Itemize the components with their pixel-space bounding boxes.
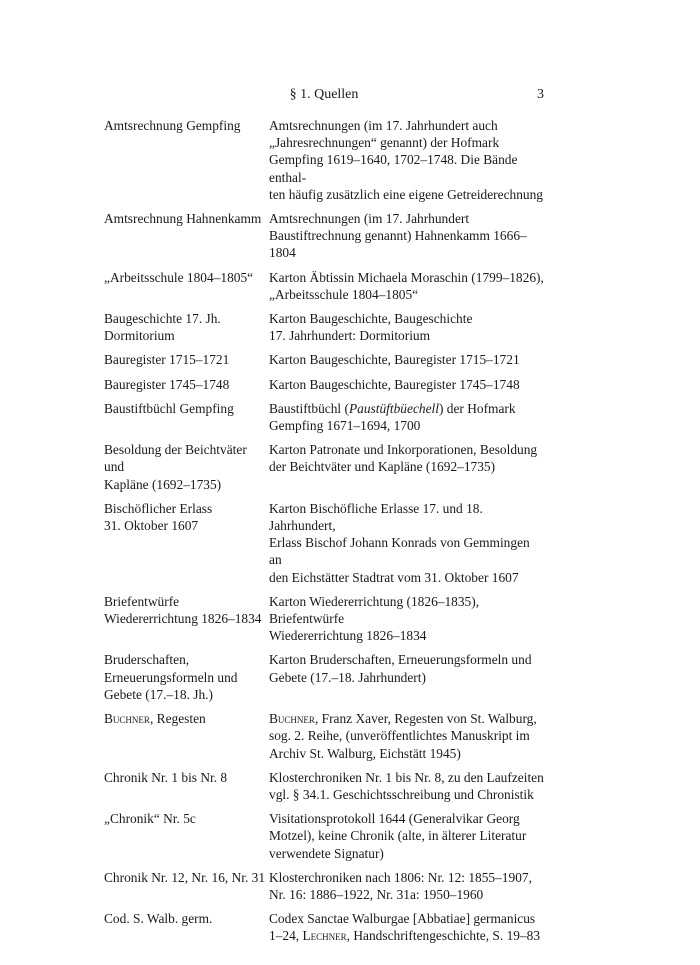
entry-description: Karton Äbtissin Michaela Moraschin (1799–1826), „Arbeitsschule 1804–1805“ [269, 269, 544, 302]
entry-description: Karton Bischöfliche Erlasse 17. und 18. Jahrhundert, Erlass Bischof Johann Konrads von Gemmingen an den Eichstätter Stadtrat vom 31. Oktober 1607 [269, 500, 530, 585]
entry-term: Cod. S. Walb. germ. [104, 911, 213, 927]
desc-text: Codex Sanctae Walburgae [Abbatiae] germanicus 1–24, [269, 911, 536, 944]
author-name: Buchner [269, 711, 315, 727]
entry-term: Amtsrechnung Hahnenkamm [104, 211, 262, 227]
entry-description: Karton Bruderschaften, Erneuerungsformeln und Gebete (17.–18. Jahrhundert) [269, 652, 532, 685]
desc-text: ) der Hofmark Gempfing 1671–1694, 1700 [269, 400, 516, 434]
list-item [104, 810, 544, 862]
author-name: Buchner [104, 711, 150, 727]
entry-term: Chronik Nr. 1 bis Nr. 8 [104, 769, 228, 785]
entry-term [104, 710, 269, 762]
term-text: , Regesten [149, 711, 206, 727]
entry-description [269, 910, 544, 944]
entry-description: Karton Baugeschichte, Bauregister 1745–1748 [269, 376, 520, 392]
entry-description: Amtsrechnungen (im 17. Jahrhundert Baustiftrechnung genannt) Hahnenkamm 1666–1804 [269, 211, 527, 261]
entry-term: Bischöflicher Erlass 31. Oktober 1607 [104, 500, 213, 534]
entry-description: Amtsrechnungen (im 17. Jahrhundert auch „Jahresrechnungen“ genannt) der Hofmark Gempfing 1619–1640, 1702–1748. Die Bände enthal- ten häufig zusätzlich eine eigene Getreiderechnung [269, 118, 544, 202]
list-item [104, 376, 544, 393]
entry-term: Bauregister 1745–1748 [104, 376, 230, 392]
entry-description: Klosterchroniken nach 1806: Nr. 12: 1855–1907, Nr. 16: 1886–1922, Nr. 31a: 1950–1960 [269, 869, 532, 902]
list-item [104, 210, 544, 262]
list-item [104, 441, 544, 493]
entry-description: Karton Patronate und Inkorporationen, Besoldung der Beichtväter und Kapläne (1692–1735) [269, 442, 538, 475]
entry-term: „Arbeitsschule 1804–1805“ [104, 269, 254, 285]
list-item [104, 500, 544, 586]
entry-term: Baustiftbüchl Gempfing [104, 400, 234, 416]
list-item [104, 710, 544, 762]
entry-description: Visitationsprotokoll 1644 (Generalvikar Georg Motzel), keine Chronik (alte, in älterer Literatur verwendete Signatur) [269, 811, 527, 861]
list-item [104, 269, 544, 303]
sigla-list [104, 117, 544, 952]
desc-text: Baustiftbüchl ( [269, 400, 349, 416]
entry-description: Klosterchroniken Nr. 1 bis Nr. 8, zu den Laufzeiten vgl. § 34.1. Geschichtsschreibung und Chronistik [269, 769, 544, 802]
list-item [104, 769, 544, 803]
entry-description: Karton Baugeschichte, Bauregister 1715–1721 [269, 352, 520, 368]
entry-term: Briefentwürfe Wiedererrichtung 1826–1834 [104, 593, 262, 627]
page-number: 3 [537, 87, 544, 102]
list-item [104, 593, 544, 645]
running-title: § 1. Quellen [289, 87, 359, 102]
entry-term: Baugeschichte 17. Jh. Dormitorium [104, 311, 221, 344]
entry-description: Karton Baugeschichte, Baugeschichte 17. Jahrhundert: Dormitorium [269, 311, 473, 344]
desc-text: , Franz Xaver, Regesten von St. Walburg, sog. 2. Reihe, (unveröffentlichtes Manuskript im Archiv St. Walburg, Eichstätt 1945) [269, 711, 537, 761]
list-item [104, 910, 544, 944]
entry-term: „Chronik“ Nr. 5c [104, 811, 196, 827]
desc-text: , Handschriftengeschichte, S. 19–83 [346, 928, 541, 944]
entry-term: Chronik Nr. 12, Nr. 16, Nr. 31 [104, 869, 266, 885]
list-item [104, 310, 544, 344]
entry-description [269, 400, 544, 434]
desc-italic-term: Paustüftbüechell [348, 400, 439, 416]
list-item [104, 651, 544, 703]
running-head [104, 87, 544, 107]
author-name: Lechner [302, 928, 347, 944]
entry-term: Besoldung der Beichtväter und Kapläne (1692–1735) [104, 442, 247, 492]
entry-description [269, 710, 544, 762]
entry-term: Bruderschaften, Erneuerungsformeln und Gebete (17.–18. Jh.) [104, 652, 238, 702]
entry-description: Karton Wiedererrichtung (1826–1835), Briefentwürfe Wiedererrichtung 1826–1834 [269, 593, 480, 644]
list-item [104, 400, 544, 434]
entry-term: Bauregister 1715–1721 [104, 352, 230, 368]
entry-term: Amtsrechnung Gempfing [104, 118, 241, 133]
list-item [104, 117, 544, 203]
list-item [104, 351, 544, 368]
list-item [104, 869, 544, 903]
